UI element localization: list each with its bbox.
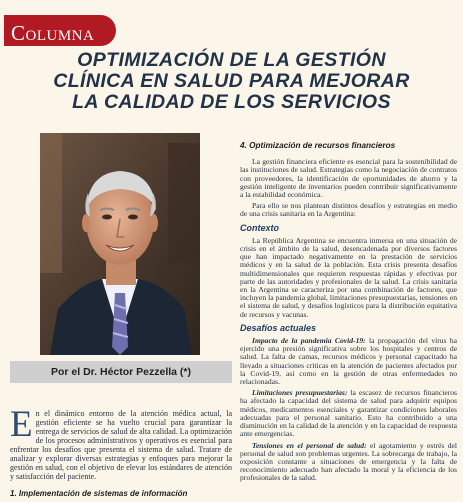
title-line-2: CLÍNICA EN SALUD PARA MEJORAR	[53, 70, 410, 92]
paragraph-financial: La gestión financiera eficiente es esencial para la sostenibilidad de las instituciones de salud. Estrategias como la negociación de contratos con proveedores, la identificación de oportunidades de ahorro y la gestión inteligente de inventarios pueden contribuir significativamente a la estabilidad económica.	[240, 157, 457, 200]
runin-presupuesto: Limitaciones presupuestarias:	[252, 388, 348, 398]
paragraph-challenges-intro: Para ello se nos plantean distintos desafíos y estrategias en medio de una crisis sanitaria en la Argentina:	[240, 201, 457, 219]
paragraph-contexto: La República Argentina se encuentra inmersa en una situación de crisis en el ámbito de la salud, desencadenada por diversos factores que han impactado negativamente en la prestación de servicios médicos y en la salud de la población. Esta crisis presenta desafíos multidimensionales que requieren respuestas rápidas y efectivas por parte de las autoridades y profesionales de la salud. La crisis sanitaria en la Argentina se caracteriza por una combinación de factores, que incluyen la pandemia global, limitaciones presupuestarias, tensiones en el sistema de salud, y desafíos logísticos para la distribución equitativa de recursos y vacunas.	[240, 235, 457, 319]
paragraph-presupuesto	[240, 389, 457, 438]
right-column	[240, 142, 457, 486]
article-title	[0, 50, 463, 113]
paragraph-pandemia	[240, 337, 457, 386]
title-line-1: OPTIMIZACIÓN DE LA GESTIÓN	[77, 49, 386, 71]
paragraph-personal	[240, 442, 457, 483]
subheading-contexto: Contexto	[240, 222, 279, 233]
section-heading-1: 1. Implementación de sistemas de información	[10, 489, 188, 498]
subheading-desafios: Desafíos actuales	[240, 322, 317, 333]
section-label-rest: OLUMNA	[25, 28, 95, 44]
text-pandemia: la propagación del virus ha ejercido una presión significativa sobre los hospitales y centros de salud. La falta de camas, recursos médicos y personal capacitado ha llevado a situaciones críticas en la atención de pacientes afectados por la Covid-19, así como en la gestión de otras enfermedades no relacionadas.	[240, 336, 457, 387]
section-label	[11, 21, 94, 46]
section-label-initial: C	[11, 21, 26, 45]
runin-personal: Tensiones en el personal de salud:	[252, 440, 367, 450]
runin-pandemia: Impacto de la pandemia Covid-19:	[252, 336, 366, 346]
section-heading-4: 4. Optimización de recursos financieros	[240, 141, 396, 150]
author-photo	[40, 133, 200, 355]
drop-cap: E	[10, 404, 33, 445]
photo-caption: Por el Dr. Héctor Pezzella (*)	[10, 361, 232, 383]
text-personal: el agotamiento y estrés del personal de salud son problemas urgentes. La sobrecarga de trabajo, la exposición constante a situaciones de emergencia y la falta de reconocimiento adecuado han afectado la moral y la eficiencia de los profesionales de la salud.	[240, 440, 457, 483]
intro-paragraph: n el dinámico entorno de la atención médica actual, la gestión eficiente se ha vuelto crucial para garantizar la entrega de servicios de salud de alta calidad. La optimización de los procesos administrativos y operativos es esencial para enfrentar los desafíos que presenta el sistema de salud. Tratare de analizar y explorar diversas estrategias y enfoques para mejorar la gestión en salud, con el objetivo de elevar los estándares de atención y satisfacción del paciente.	[10, 409, 232, 481]
left-column	[10, 404, 232, 498]
title-line-3: LA CALIDAD DE LOS SERVICIOS	[72, 91, 391, 113]
text-presupuesto: la escasez de recursos financieros ha afectado la capacidad del sistema de salud para adquirir equipos médicos, medicamentos esenciales y garantizar condiciones laborales adecuadas para el personal sanitario. Esto ha contribuido a una disminución en la calidad de la atención y en la capacidad de respuesta ante emergencias.	[240, 388, 457, 439]
